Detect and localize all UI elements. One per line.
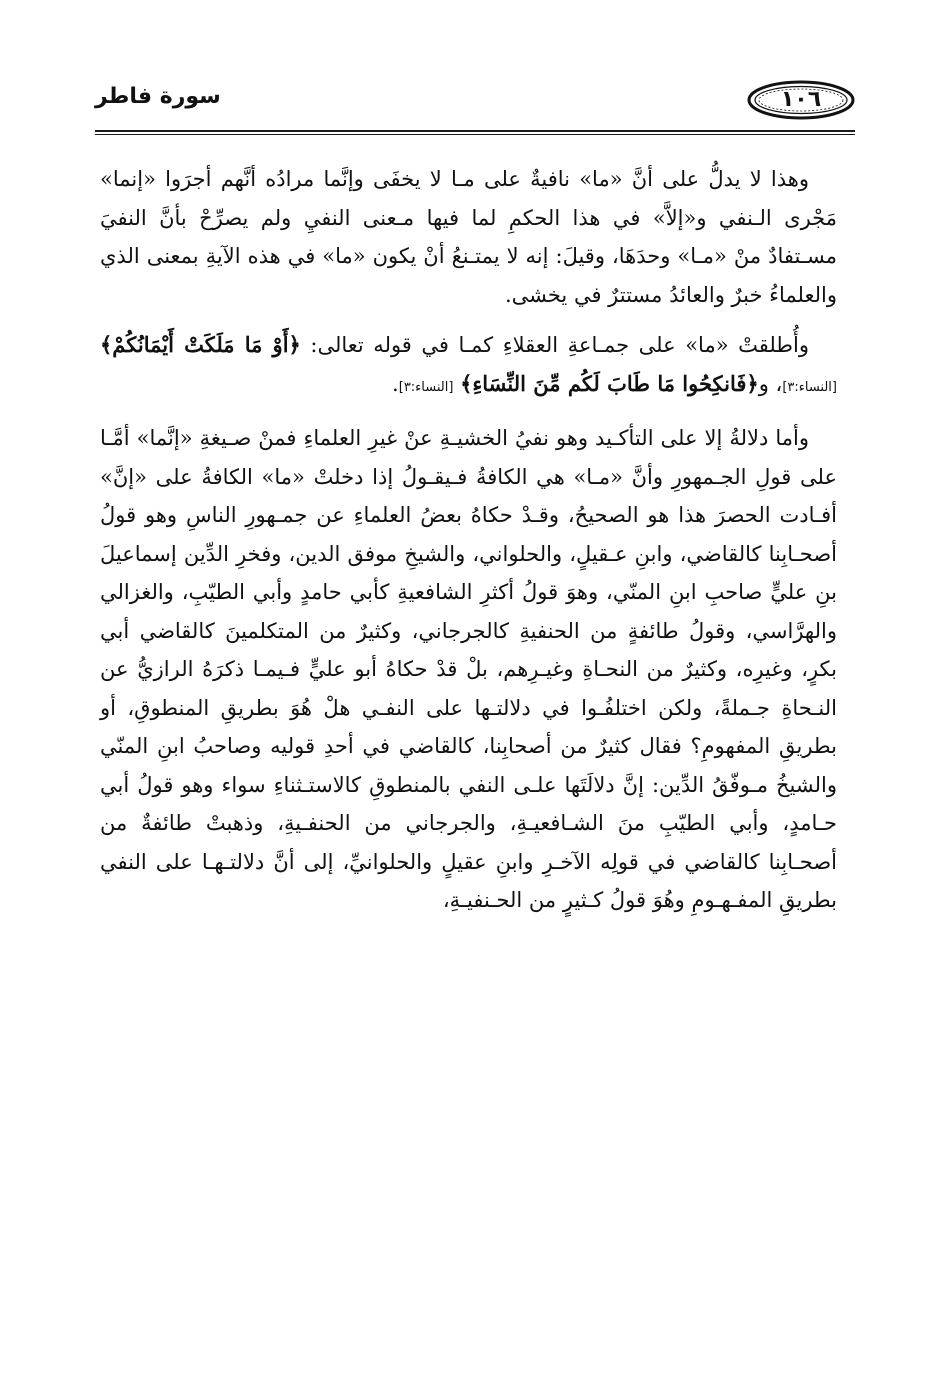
header-divider-thin (95, 134, 855, 135)
page-header (95, 78, 855, 126)
page-body (100, 160, 837, 932)
paragraph-2-end: . (392, 371, 399, 396)
verse-reference-2: [النساء:٣] (398, 379, 454, 395)
paragraph-2-intro: وأُطلقتْ «ما» على جمـاعةِ العقلاءِ كمـا في قوله تعالى: (310, 333, 809, 357)
paragraph-1: وهذا لا يدلُّ على أنَّ «ما» نافيةٌ على مـا لا يخفَى وإنَّما مرادُه أنَّهم أجرَوا «إنما» مَجْرى الـنفي و«إلاَّ» في هذا الحكمِ لما فيها مـعنى النفيِ ولم يصرِّحْ بأنَّ النفيَ مسـتفادٌ منْ «مـا» وحدَهَا، وقيلَ: إنه لا يمتـنعُ أنْ يكون «ما» في هذه الآيةِ بمعنى الذي والعلماءُ خبرٌ والعائدُ مستترٌ في يخشى. (100, 167, 837, 307)
header-divider (95, 130, 855, 132)
surah-title: سورة فاطر (95, 84, 221, 109)
paragraph-3: وأما دلالةُ إلا على التأكـيد وهو نفيُ الخشيـةِ عنْ غيرِ العلماءِ فمنْ صـيغةِ «إنَّما» أمَّـا على قولِ الجـمهورِ وأنَّ «مـا» هي الكافةُ فـيقـولُ إذا دخلتْ «ما» الكافةُ على «إنَّ» أفـادت الحصرَ هذا هو الصحيحُ، وقـدْ حكاهُ بعضُ العلماءِ عن جمـهورِ الناسِ وهو قولُ أصحـابِنا كالقاضي، وابنِ عـقيلٍ، والحلواني، والشيخِ موفق الدين، وفخرِ الدِّين إسماعيلَ بنِ عليٍّ صاحبِ ابنِ المنّي، وهوَ قولُ أكثرِ الشافعيةِ كأبي حامدٍ وأبي الطيّبِ، والغزالي والهرَّاسي، وقولُ طائفةٍ من الحنفيةِ كالجرجاني، وكثيرٌ من المتكلمينَ كالقاضي أبي بكرٍ، وغيرِه، وكثيرٌ من النحـاةِ وغيـرِهم، بلْ قدْ حكاهُ أبو عليٍّ فـيمـا ذكرَهُ الرازيُّ عن النـحاةِ جـملةً، ولكن اختلفُـوا في دلالتـها على النفـي هلْ هُوَ بطريقِ المنطوقِ، أو بطريقِ المفهومِ؟ فقال كثيرٌ من أصحابِنا، كالقاضي في أحدِ قوليه وصاحبُ ابنِ المنّي والشيخُ مـوفّقُ الدِّين: إنَّ دلالَتَها علـى النفي بالمنطوقِ كالاستـثناءِ سواء وهو قولُ أبي حـامدٍ، وأبي الطيّبِ منَ الشـافعيـةِ، والجرجاني من الحنفـيةِ، وذهبتْ طائفةٌ من أصحـابِنا كالقاضي في قولِه الآخـرِ وابنِ عقيلٍ والحلوانيِّ، إلى أنَّ دلالتـهـا على النفي بطريقِ المفـهـومِ وهُوَ قولُ كـثيرٍ من الحـنفيـةِ، (100, 426, 837, 912)
page-number-badge (747, 80, 855, 120)
verse-joiner: ، و (758, 371, 783, 396)
verse-reference-1: [النساء:٣] (782, 379, 837, 395)
quran-verse-1: ﴿أَوْ مَا مَلَكَتْ أَيْمَانُكُمْ﴾ (100, 332, 301, 357)
paragraph-2 (100, 326, 837, 407)
quran-verse-2: ﴿فَانكِحُوا مَا طَابَ لَكُم مِّنَ النِّسَاءِ﴾ (460, 370, 759, 396)
page-number: ١٠٦ (780, 87, 822, 112)
